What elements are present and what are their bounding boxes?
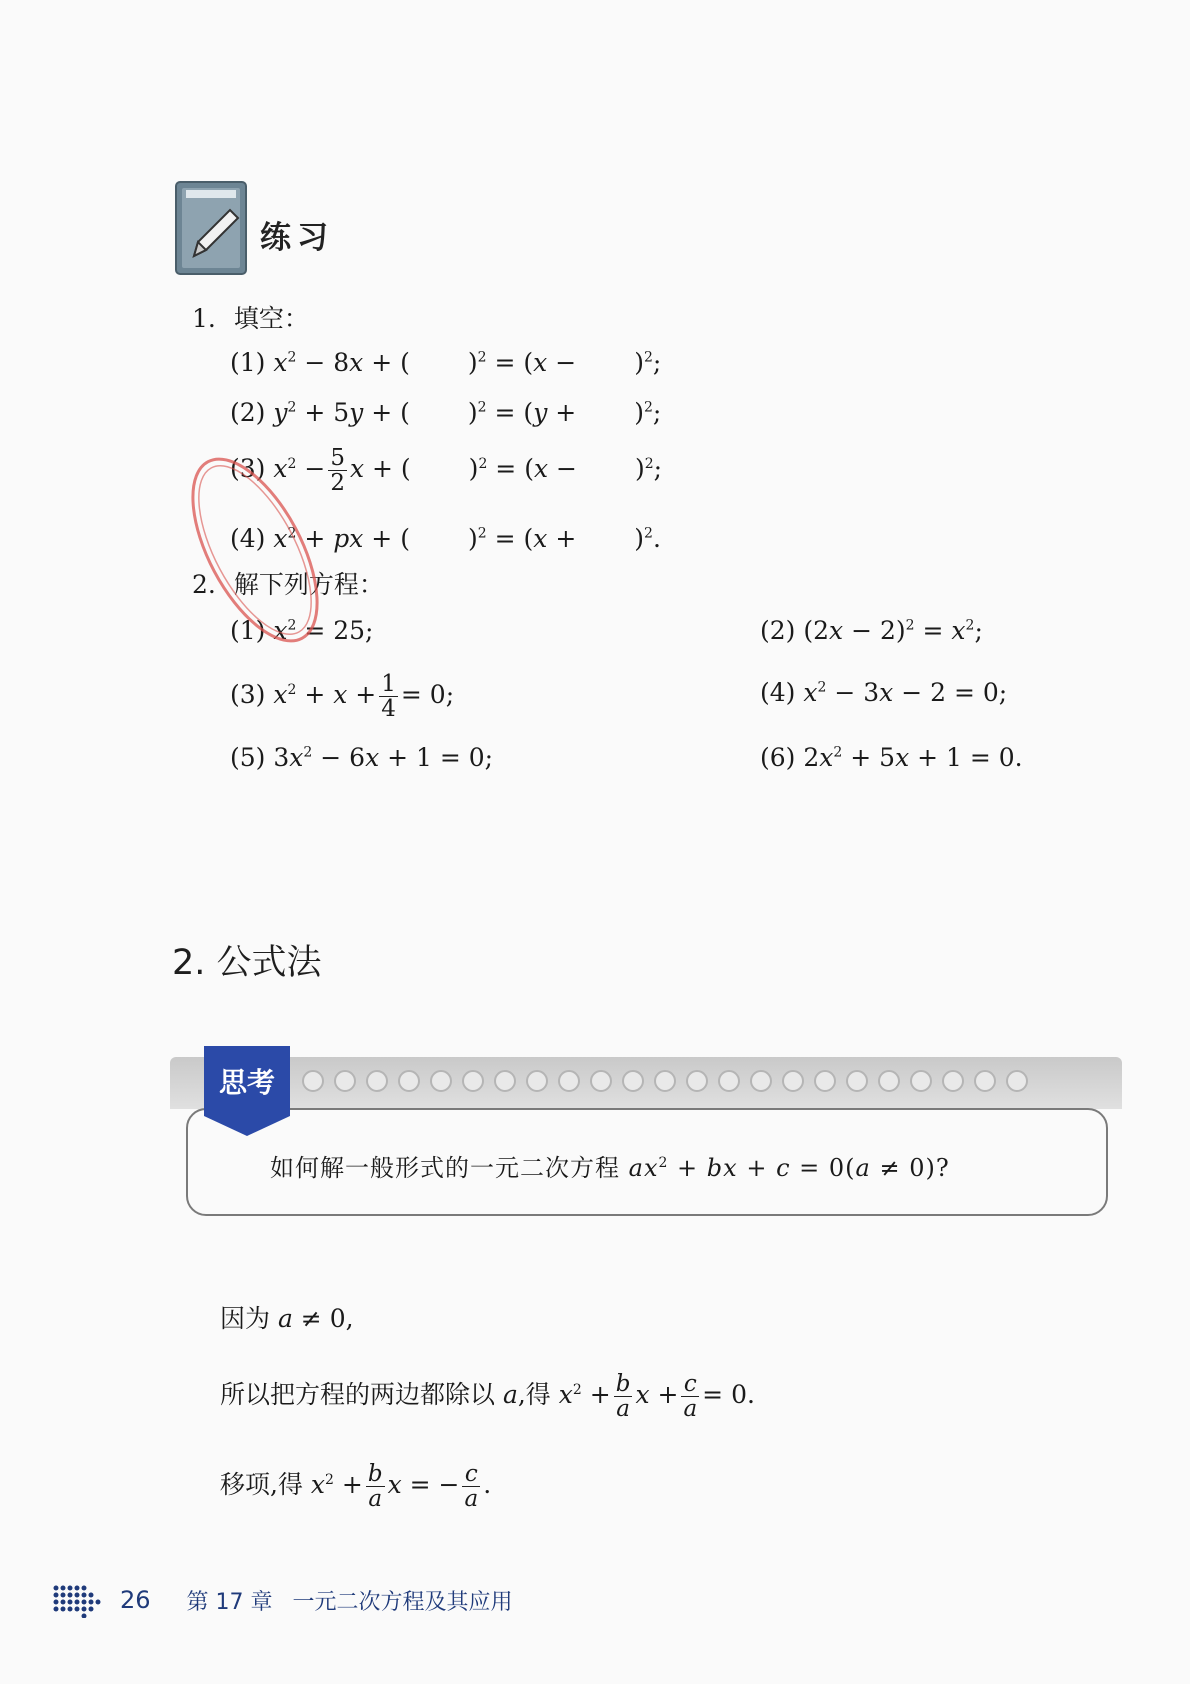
item-tag: (3)	[230, 454, 266, 484]
item-tag: (1)	[230, 348, 266, 377]
think-tab-label: 思考	[218, 1066, 276, 1099]
item-tag: (4)	[760, 678, 796, 707]
red-seal-stamp	[180, 440, 330, 660]
item-tag: (5)	[230, 743, 266, 772]
page-number: 26	[120, 1586, 151, 1614]
pencil-notebook-icon	[172, 180, 252, 278]
body-text: ,得	[517, 1380, 559, 1410]
body-line-2: 所以把方程的两边都除以 a,得 $x^2$ + $\frac{b}{a}$ x + $\frac{c}{a}$ = 0.	[220, 1371, 755, 1423]
item-tag: (4)	[230, 524, 266, 553]
q1-label: 填空：	[233, 304, 309, 333]
chapter-label: 第 17 章	[186, 1589, 273, 1615]
body-text: 移项,得	[220, 1470, 311, 1500]
item-tag: (2)	[760, 616, 796, 645]
q2-number: 2.	[192, 570, 216, 599]
item-tag: (6)	[760, 743, 796, 772]
chapter-title: 一元二次方程及其应用	[292, 1589, 513, 1615]
q2-label: 解下列方程：	[233, 570, 384, 599]
q1-item-4: (4) $x^2$ + px + ( )$^2 = (x + )^2$.	[230, 524, 661, 553]
body-line-3: 移项,得 $x^2$ + $\frac{b}{a}$ x = − $\frac{c}{a}$ .	[220, 1461, 492, 1513]
q2-item-1: (1) $x^2 = 25$;	[230, 616, 374, 645]
q2-item-2: (2) $(2x - 2)^2 = x^2$;	[760, 616, 983, 645]
q1-item-1: (1) $x^2 - 8x$ + ( )$^2 = (x - )^2$;	[230, 348, 662, 377]
q1-number: 1.	[192, 304, 216, 333]
q2-item-5: (5) $3x^2 - 6x + 1 = 0$;	[230, 743, 494, 772]
think-tab	[204, 1046, 290, 1136]
exercise-title: 练习	[260, 220, 334, 256]
fraction: $\frac{1}{4}$	[381, 671, 396, 723]
item-tag: (3)	[230, 680, 266, 710]
fraction: $\frac{5}{2}$	[330, 445, 345, 497]
q1-heading	[192, 306, 309, 331]
q2-item-4: (4) $x^2 - 3x - 2 = 0$;	[760, 678, 1008, 707]
body-text: 所以把方程的两边都除以	[220, 1380, 503, 1410]
dot-grid-icon	[52, 1582, 112, 1618]
q1-item-2: (2) $y^2 + 5y$ + ( )$^2 = (y + )^2$;	[230, 398, 662, 427]
body-line-1: 因为 a ≠ 0,	[220, 1304, 354, 1333]
body-text: 因为	[220, 1304, 278, 1333]
think-banner-dots	[302, 1070, 1028, 1096]
q1-item-3: (3) $x^2$ − $\frac{5}{2}$ x + ( )$^2 = (x - )^2$;	[230, 445, 663, 497]
think-question-text: 如何解一般形式的一元二次方程	[270, 1154, 629, 1182]
q2-item-3: (3) $x^2 + x$ + $\frac{1}{4}$ = 0;	[230, 671, 455, 723]
think-question: 如何解一般形式的一元二次方程 $ax^2$ + bx + c = 0(a ≠ 0)?	[270, 1154, 950, 1182]
item-tag: (1)	[230, 616, 266, 645]
q2-item-6: (6) $2x^2 + 5x + 1 = 0$.	[760, 743, 1023, 772]
item-tag: (2)	[230, 398, 266, 427]
section-title: 2. 公式法	[172, 943, 322, 983]
page-footer	[52, 1582, 513, 1618]
